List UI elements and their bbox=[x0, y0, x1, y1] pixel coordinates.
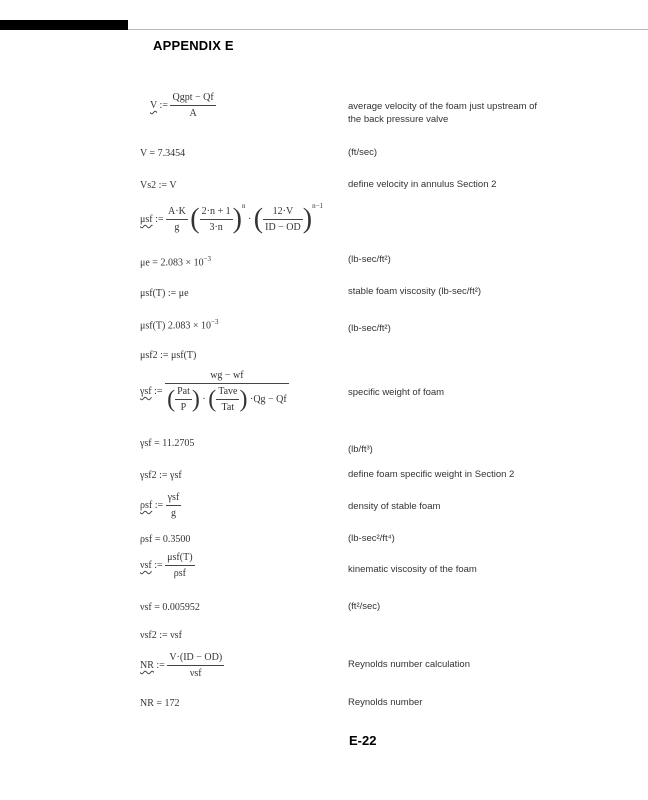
unit-gamma: (lb/ft³) bbox=[348, 444, 373, 455]
desc-reynolds: Reynolds number calculation bbox=[348, 659, 470, 670]
eq-nu-s2: νsf2 := νsf bbox=[140, 630, 182, 641]
desc-gamma: specific weight of foam bbox=[348, 387, 445, 398]
header-bar bbox=[0, 20, 128, 30]
desc-rho: density of stable foam bbox=[348, 501, 441, 512]
unit-mu-t: (lb-sec/ft²) bbox=[348, 323, 391, 334]
eq-velocity-value: V = 7.3454 bbox=[140, 148, 186, 159]
eq-rho-def: ρsf := $\frac{\text{γsf}}{g}$ bbox=[140, 492, 180, 519]
eq-mu-def: μsf := $\frac{A\cdot K}{g}$ ( $\frac{2\cdot n + 1}{3\cdot n}$ )$^n$ · ( $\frac{12\cdot V}{ID - OD}$ )$^{n-1}$ bbox=[140, 202, 324, 235]
eq-mu-sf2: μsf2 := μsf(T) bbox=[140, 350, 197, 361]
desc-vs2: define velocity in annulus Section 2 bbox=[348, 179, 497, 190]
eq-gamma-value: γsf = 11.2705 bbox=[140, 438, 195, 449]
eq-mu-value: $\mu e = 2.083 \times 10^{-3}$ bbox=[140, 255, 212, 269]
desc-nu: kinematic viscosity of the foam bbox=[348, 564, 477, 575]
eq-reynolds-value: NR = 172 bbox=[140, 698, 180, 709]
page-number: E-22 bbox=[349, 733, 377, 748]
desc-reynolds-value: Reynolds number bbox=[348, 697, 423, 708]
page-title: APPENDIX E bbox=[153, 38, 234, 53]
desc-velocity: average velocity of the foam just upstream of the back pressure valve bbox=[348, 101, 538, 125]
lhs-v: V bbox=[150, 99, 158, 111]
eq-vs2: Vs2 := V bbox=[140, 180, 177, 191]
eq-reynolds-def: NR := $\frac{V\cdot(ID - OD)}{\text{νsf}}$ bbox=[140, 652, 223, 679]
eq-nu-def: νsf := $\frac{\text{μsf(T)}}{\text{ρsf}}$ bbox=[140, 552, 193, 579]
eq-velocity-def: V := $\frac{\text{Qgpt − Qf}}{A}$ bbox=[150, 92, 214, 119]
eq-nu-value: νsf = 0.005952 bbox=[140, 602, 200, 613]
unit-rho: (lb-sec²/ft⁴) bbox=[348, 533, 395, 544]
eq-gamma-s2: γsf2 := γsf bbox=[140, 470, 182, 481]
desc-gamma-s2: define foam specific weight in Section 2 bbox=[348, 469, 515, 480]
unit-nu: (ft²/sec) bbox=[348, 601, 381, 612]
velocity-fraction: $\frac{\text{Qgpt − Qf}}{A}$ bbox=[172, 92, 214, 119]
header-rule bbox=[128, 29, 648, 30]
unit-mu: (lb-sec/ft²) bbox=[348, 254, 391, 265]
desc-mu-t: stable foam viscosity (lb-sec/ft²) bbox=[348, 286, 482, 297]
eq-gamma-def: γsf := wg − wf ( $\frac{\text{Pat}}{P}$ ) · ( $\frac{\text{Tave}}{\text{Tat}}$ ) ·Qg − Qf bbox=[140, 370, 287, 413]
eq-mu-t-value: μsf(T) $2.083 \times 10^{-3}$ bbox=[140, 318, 219, 332]
eq-rho-value: ρsf = 0.3500 bbox=[140, 534, 191, 545]
unit-velocity: (ft/sec) bbox=[348, 147, 378, 158]
eq-mu-t: μsf(T) := μe bbox=[140, 288, 189, 299]
